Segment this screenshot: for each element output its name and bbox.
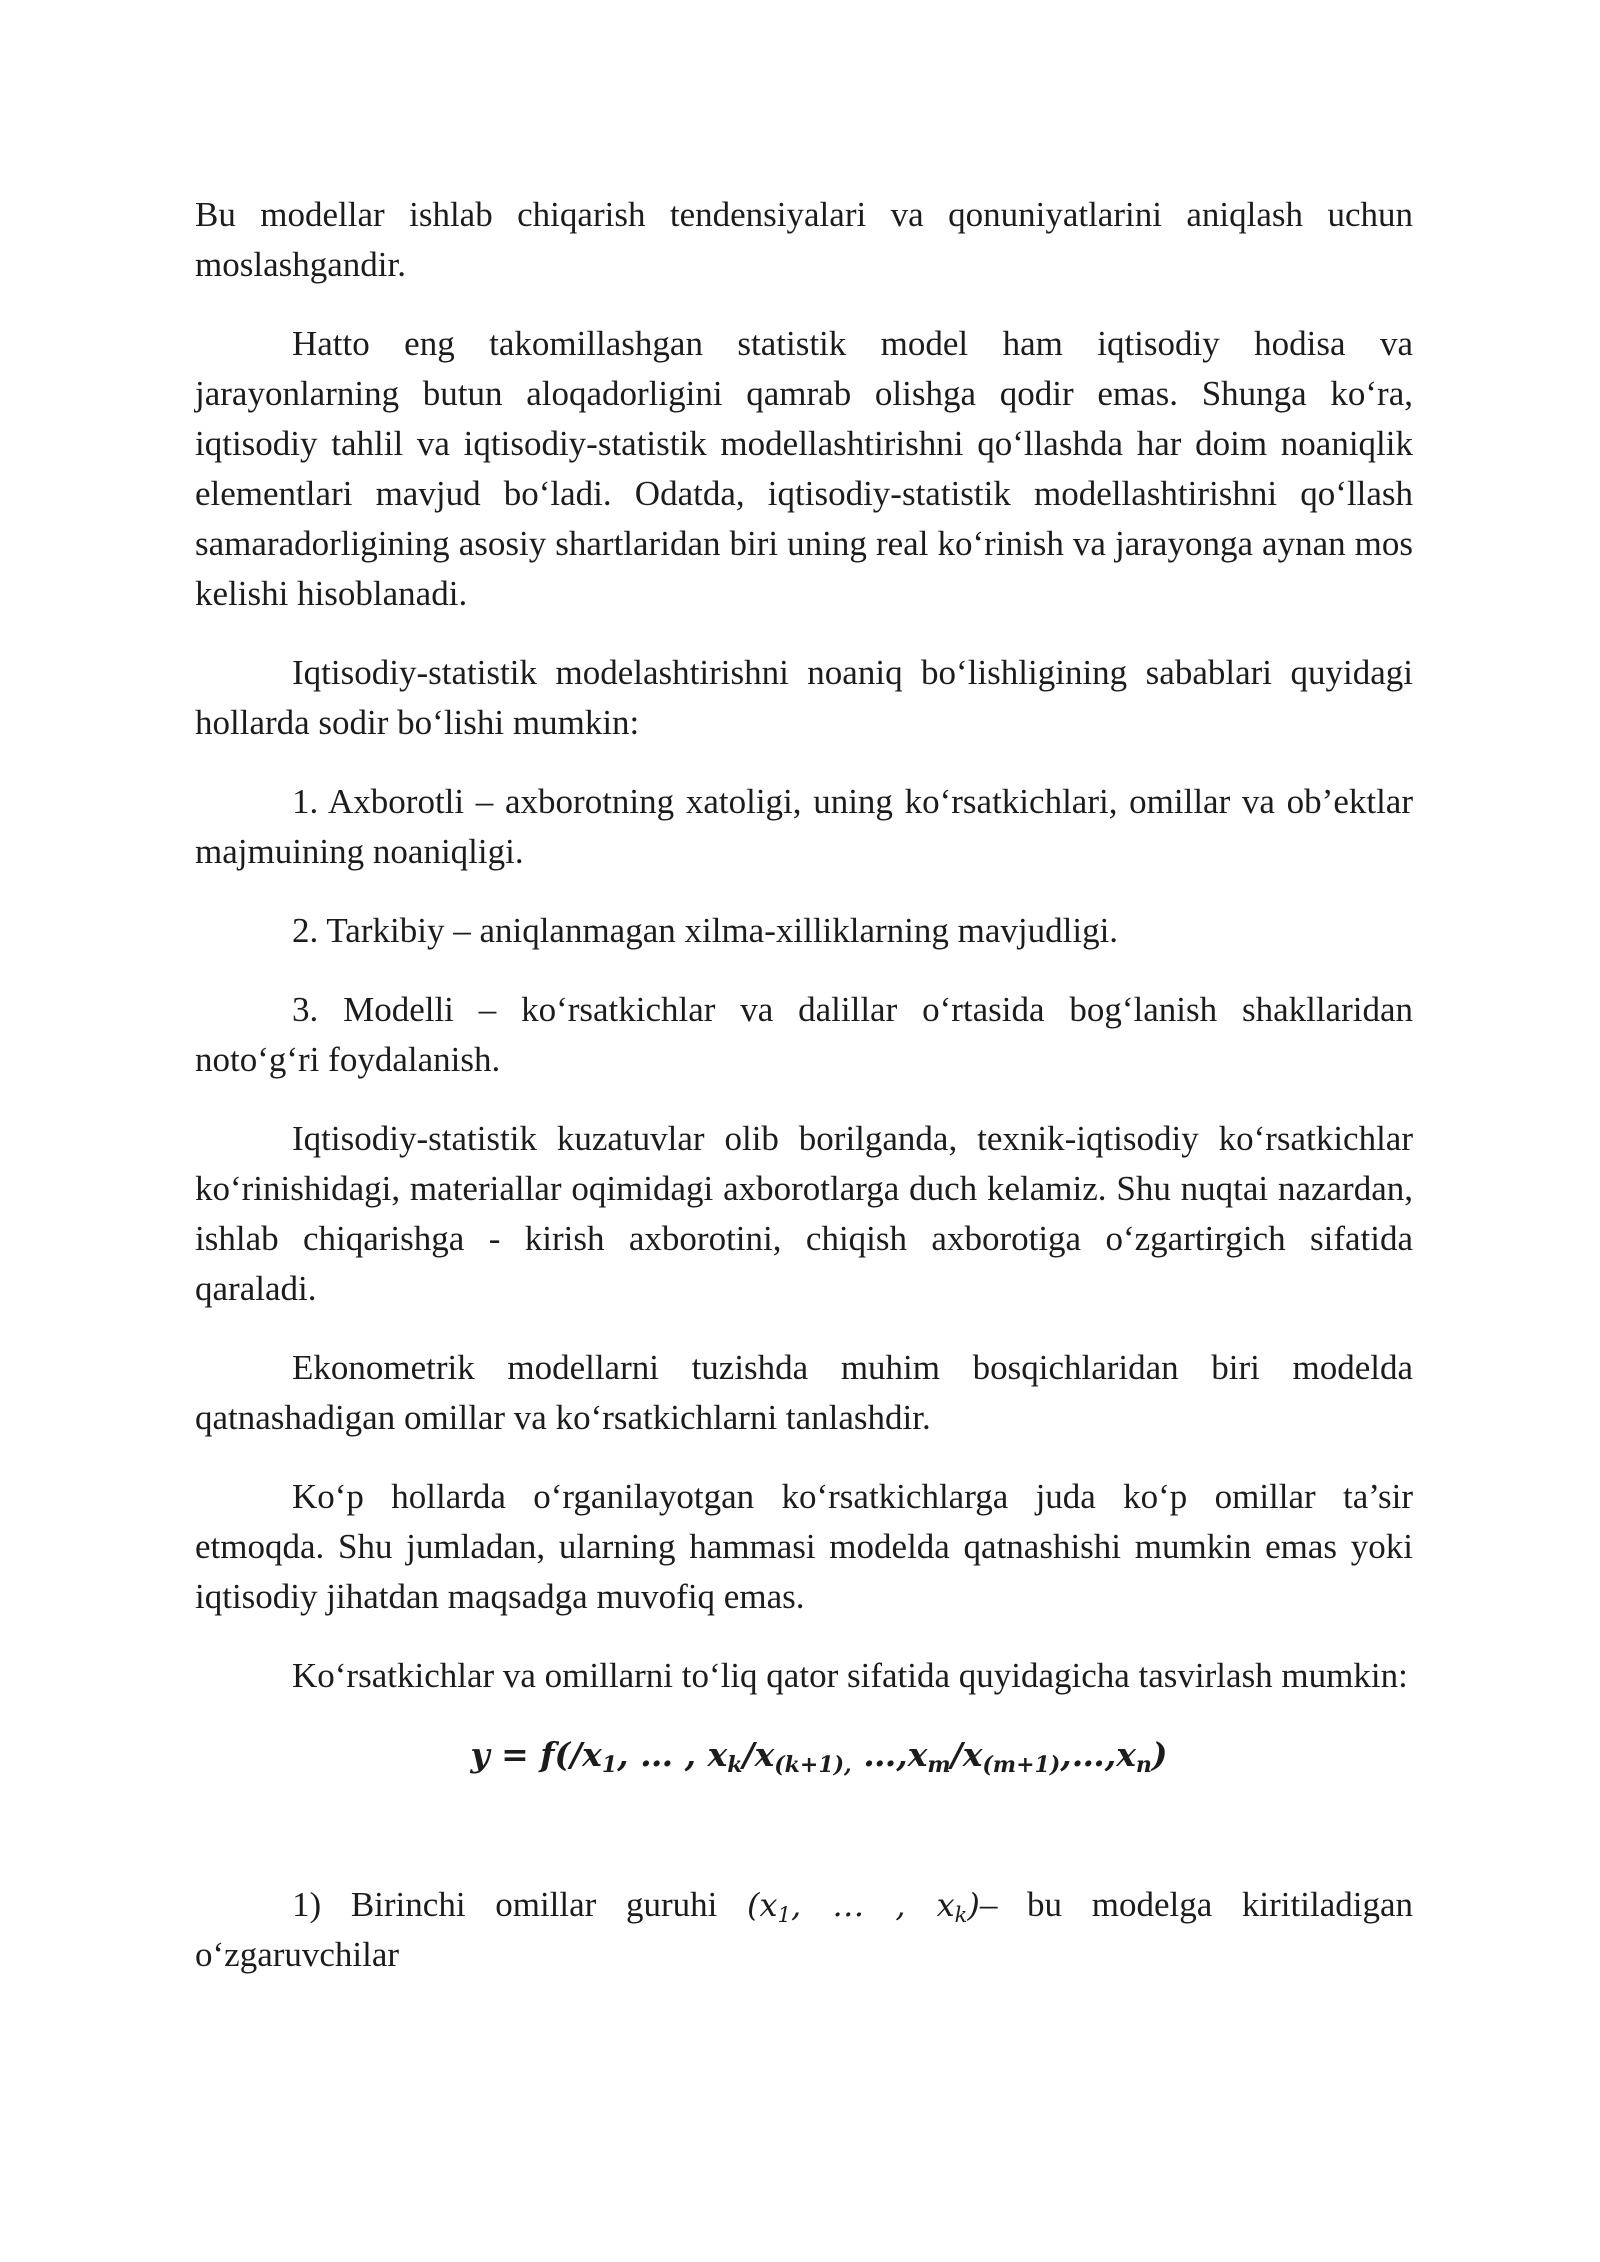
- formula-part: …,x: [851, 1735, 928, 1774]
- paragraph-8-end: – bu modelga kiritiladigan o‘zgaruvchilar: [195, 1885, 1414, 1974]
- inline-math-part: (x: [747, 1886, 778, 1924]
- list-item-3: 3. Modelli – ko‘rsatkichlar va dalillar o‘rtasida bog‘lanish shakllaridan noto‘g‘ri foydalanish.: [195, 990, 1413, 1079]
- formula-subscript: n: [1135, 1752, 1152, 1778]
- inline-math-part: ): [967, 1886, 980, 1924]
- formula-subscript: m: [927, 1752, 951, 1778]
- formula-part: /x: [742, 1735, 775, 1774]
- formula-part: y = f(/x: [470, 1735, 602, 1774]
- formula-subscript: (m+1): [982, 1752, 1061, 1778]
- list-item-2: 2. Tarkibiy – aniqlanmagan xilma-xilliklarning mavjudligi.: [292, 911, 1119, 950]
- document-page: [195, 190, 1413, 2009]
- formula: [195, 1730, 1413, 1780]
- paragraph-5: Ekonometrik modellarni tuzishda muhim bosqichlaridan biri modelda qatnashadigan omillar va ko‘rsatkichlarni tanlashdir.: [195, 1348, 1413, 1437]
- paragraph-4: Iqtisodiy-statistik kuzatuvlar olib borilganda, texnik-iqtisodiy ko‘rsatkichlar ko‘rinishidagi, materiallar oqimidagi axborotlarga duch kelamiz. Shu nuqtai nazardan, ishlab chiqarishga - kirish axborotini, chiqish axborotiga o‘zgartirgich sifatida qaraladi.: [195, 1119, 1413, 1308]
- inline-math-subscript: k: [954, 1903, 968, 1927]
- paragraph-6: Ko‘p hollarda o‘rganilayotgan ko‘rsatkichlarga juda ko‘p omillar ta’sir etmoqda. Shu jumladan, ularning hammasi modelda qatnashishi mumkin emas yoki iqtisodiy jihatdan maqsadga muvofiq emas.: [195, 1477, 1413, 1616]
- inline-math-subscript: 1: [777, 1903, 791, 1927]
- formula-subscript: 1: [601, 1752, 618, 1778]
- paragraph-1: Bu modellar ishlab chiqarish tendensiyalari va qonuniyatlarini aniqlash uchun moslashgandir.: [195, 195, 1413, 284]
- formula-part: /x: [950, 1735, 983, 1774]
- formula-subscript: (k+1),: [774, 1752, 852, 1778]
- formula-subscript: k: [727, 1752, 743, 1778]
- inline-math: [747, 1886, 980, 1927]
- paragraph-3: Iqtisodiy-statistik modelashtirishni noaniq bo‘lishligining sabablari quyidagi hollarda sodir bo‘lishi mumkin:: [195, 653, 1413, 742]
- formula-part: ): [1151, 1735, 1168, 1774]
- paragraph-8-start: 1) Birinchi omillar guruhi: [292, 1885, 748, 1924]
- formula-part: ,…,x: [1060, 1735, 1136, 1774]
- paragraph-8: [195, 1880, 1413, 1980]
- paragraph-7: Ko‘rsatkichlar va omillarni to‘liq qator sifatida quyidagicha tasvirlash mumkin:: [292, 1656, 1408, 1695]
- paragraph-2: Hatto eng takomillashgan statistik model ham iqtisodiy hodisa va jarayonlarning butun aloqadorligini qamrab olishga qodir emas. Shunga ko‘ra, iqtisodiy tahlil va iqtisodiy-statistik modellashtirishni qo‘llashda har doim noaniqlik elementlari mavjud bo‘ladi. Odatda, iqtisodiy-statistik modellashtirishni qo‘llash samaradorligining asosiy shartlaridan biri uning real ko‘rinish va jarayonga aynan mos kelishi hisoblanadi.: [195, 324, 1413, 613]
- formula-part: , … , x: [617, 1735, 728, 1774]
- inline-math-part: , … , x: [790, 1886, 955, 1924]
- list-item-1: 1. Axborotli – axborotning xatoligi, uning ko‘rsatkichlari, omillar va ob’ektlar majmuining noaniqligi.: [195, 782, 1413, 871]
